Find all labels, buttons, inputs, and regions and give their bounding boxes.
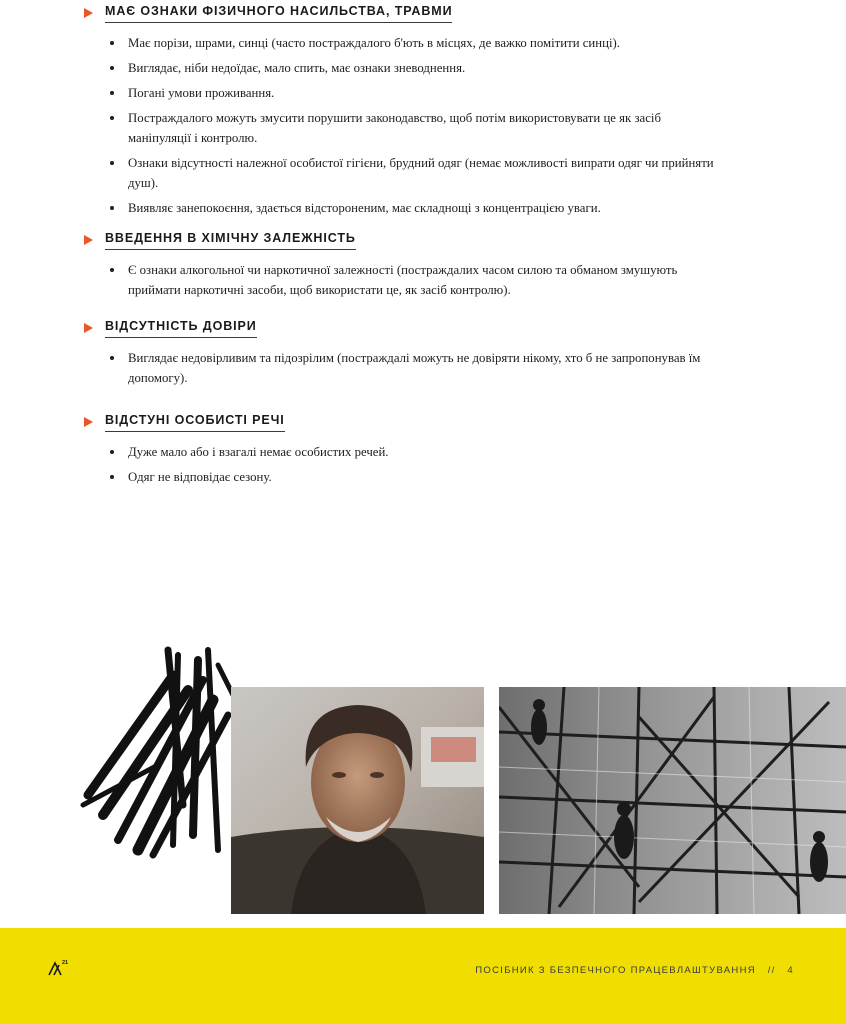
triangle-bullet-icon: [84, 417, 93, 427]
section-1-heading: [84, 2, 452, 24]
scaffolding-photo: [499, 687, 846, 914]
triangle-bullet-icon: [84, 8, 93, 18]
section-3-list: [110, 348, 722, 393]
list-item: Є ознаки алкогольної чи наркотичної залежності (постраждалих часом силою та обманом змушують приймати наркотичні засоби, щоб використати це, як засіб контролю).: [110, 260, 722, 300]
list-item: Погані умови проживання.: [110, 83, 722, 103]
list-item: Ознаки відсутності належної особистої гігієни, брудний одяг (немає можливості випрати одяг чи прийняти душ).: [110, 153, 722, 193]
list-item: Виявляє занепокоєння, здається відстороненим, має складнощі з концентрацією уваги.: [110, 198, 722, 218]
triangle-bullet-icon: [84, 235, 93, 245]
section-2-heading: [84, 229, 356, 251]
triangle-bullet-icon: [84, 323, 93, 333]
section-2-list: [110, 260, 722, 305]
section-1-list: [110, 33, 722, 223]
list-item: Виглядає недовірливим та підозрілим (постраждалі можуть не довіряти нікому, хто б не запропонував їм допомогу).: [110, 348, 722, 388]
section-4-heading: [84, 411, 285, 433]
list-item: Має порізи, шрами, синці (часто постраждалого б'ють в місцях, де важко помітити синці).: [110, 33, 722, 53]
list-item: Дуже мало або і взагалі немає особистих речей.: [110, 442, 722, 462]
list-item: Виглядає, ніби недоїдає, мало спить, має ознаки зневоднення.: [110, 58, 722, 78]
footer-title: ПОСІБНИК З БЕЗПЕЧНОГО ПРАЦЕВЛАШТУВАННЯ // 4: [475, 965, 794, 976]
section-heading-text: МАЄ ОЗНАКИ ФІЗИЧНОГО НАСИЛЬСТВА, ТРАВМИ: [105, 4, 452, 23]
a21-logo-icon: [48, 958, 70, 976]
svg-text:21: 21: [62, 960, 69, 966]
section-heading-text: ВІДСТУНІ ОСОБИСТІ РЕЧІ: [105, 413, 285, 432]
brush-scribble-graphic: [78, 645, 248, 865]
section-3-heading: [84, 317, 257, 339]
page-footer: [0, 928, 846, 1024]
section-heading-text: ВВЕДЕННЯ В ХІМІЧНУ ЗАЛЕЖНІСТЬ: [105, 231, 356, 250]
list-item: Одяг не відповідає сезону.: [110, 467, 722, 487]
section-heading-text: ВІДСУТНІСТЬ ДОВІРИ: [105, 319, 257, 338]
list-item: Постраждалого можуть змусити порушити законодавство, щоб потім використовувати це як засіб маніпуляції і контролю.: [110, 108, 722, 148]
section-4-list: [110, 442, 722, 492]
portrait-photo: [231, 687, 484, 914]
